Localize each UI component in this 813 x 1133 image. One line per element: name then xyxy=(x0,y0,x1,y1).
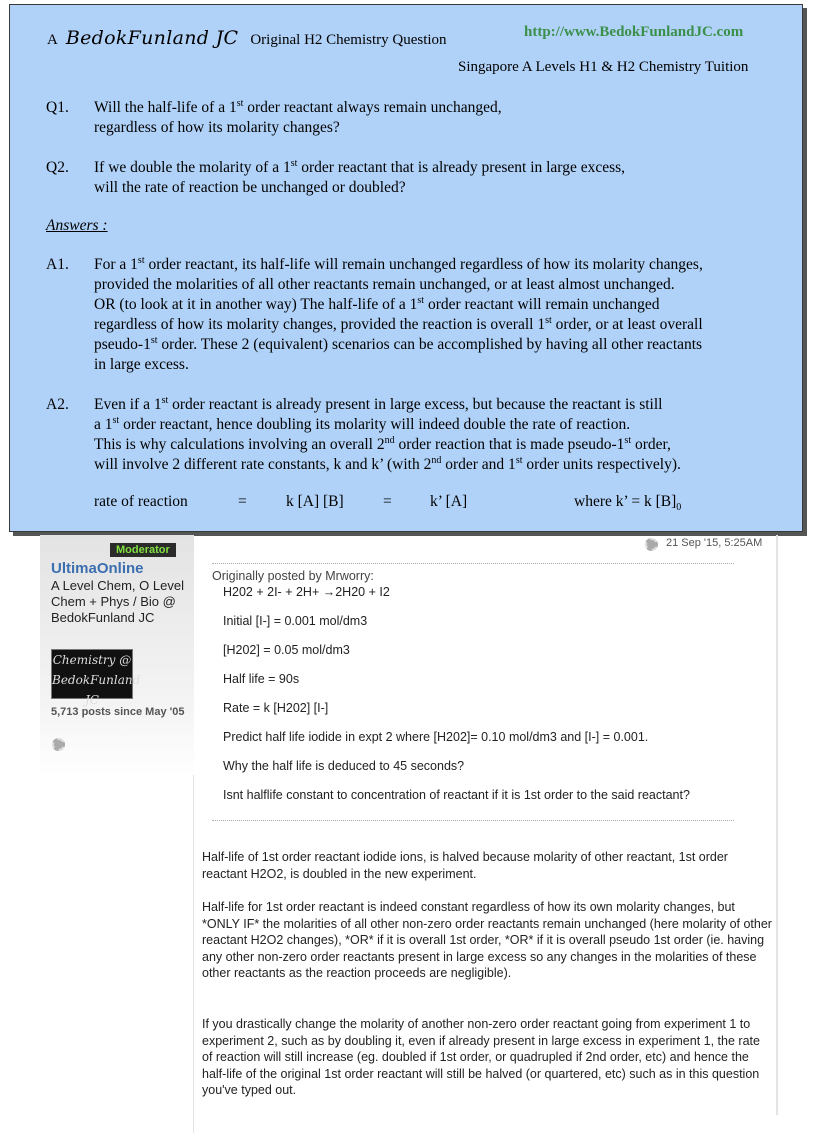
quote-line: Why the half life is deduced to 45 seconds? xyxy=(223,759,465,773)
user-info-panel xyxy=(40,535,194,775)
reply-paragraph: If you drastically change the molarity of another non-zero order reactant going from experiment 1 to experiment 2, such as by doubling it, even if already present in large excess in experiment 1, the rate of reaction will still increase (eg. doubled if 1st order, or quadrupled if 2nd order, etc) and hence the half-life of the original 1st order reactant will still be halved (or quartered, etc) such as in this question you've typed out. xyxy=(202,1017,760,1097)
a2-label: A2. xyxy=(46,396,69,413)
quote-line: H202 + 2I- + 2H+ →2H20 + I2 xyxy=(223,585,390,599)
username-link[interactable]: UltimaOnline xyxy=(51,560,144,577)
where-clause xyxy=(574,493,682,514)
post-timestamp: 21 Sep '15, 5:25AM xyxy=(666,537,763,549)
a1-line: OR (to look at it in another way) The half-life of a 1st order reactant will remain unchanged xyxy=(94,294,660,313)
q2-label: Q2. xyxy=(46,159,69,176)
divider xyxy=(212,563,734,564)
rate-expression-1: k [A] [B] xyxy=(286,493,344,510)
quote-line: Rate = k [H202] [I-] xyxy=(223,701,329,715)
divider xyxy=(212,820,734,821)
a2-line: will involve 2 different rate constants, k and k’ (with 2nd order and 1st order units respectively). xyxy=(94,454,681,473)
q2-line: will the rate of reaction be unchanged or doubled? xyxy=(94,179,406,196)
quote-line: Isnt halflife constant to concentration of reactant if it is 1st order to the said reactant? xyxy=(223,788,690,802)
post-count: 5,713 posts since May '05 xyxy=(51,706,185,718)
user-title: A Level Chem, O Level Chem + Phys / Bio @ BedokFunland JC xyxy=(51,578,184,625)
a1-line: in large excess. xyxy=(94,356,189,373)
rate-label: rate of reaction xyxy=(94,493,188,510)
reply-paragraph: Half-life for 1st order reactant is indeed constant regardless of how its own molarity changes, but *ONLY IF* the molarities of all other non-zero order reactants remain unchanged (here molarity of other reactant H2O2 changes), *OR* if it is overall 1st order, *OR* if it is overall pseudo 1st order (ie. having any other non-zero order reactants present in large excess so any changes in the molarities of these other reactants as the reaction proceeds are negligible). xyxy=(202,900,772,980)
card-header xyxy=(47,27,447,49)
header-title: Original H2 Chemistry Question xyxy=(250,32,447,48)
avatar[interactable] xyxy=(51,649,141,707)
header-prefix: A xyxy=(47,32,58,48)
site-url: http://www.BedokFunlandJC.com xyxy=(524,24,744,40)
tuition-text: Singapore A Levels H1 & H2 Chemistry Tuition xyxy=(458,59,749,75)
a1-line: For a 1st order reactant, its half-life will remain unchanged regardless of how its molarity changes, xyxy=(94,254,703,273)
where-text: where k’ = k [B] xyxy=(574,493,677,510)
answers-heading: Answers : xyxy=(46,217,108,234)
divider xyxy=(776,535,778,1115)
question-card xyxy=(9,4,803,532)
q1-line: regardless of how its molarity changes? xyxy=(94,119,340,136)
quote-attribution: Originally posted by Mrworry: xyxy=(212,569,374,583)
q2-line: If we double the molarity of a 1st order reactant that is already present in large excess, xyxy=(94,157,626,176)
q1-line: Will the half-life of a 1st order reactant always remain unchanged, xyxy=(94,97,502,116)
quote-line: [H202] = 0.05 mol/dm3 xyxy=(223,643,350,657)
rate-expression-2: k’ [A] xyxy=(430,493,468,510)
moderator-badge: Moderator xyxy=(110,543,176,557)
a1-line: pseudo-1st order. These 2 (equivalent) scenarios can be accomplished by having all other reactants xyxy=(94,334,703,353)
a2-line: This is why calculations involving an overall 2nd order reaction that is made pseudo-1st order, xyxy=(94,434,671,453)
a1-label: A1. xyxy=(46,256,69,273)
brand-logo-text: BedokFunland JC xyxy=(65,27,239,49)
a1-line: regardless of how its molarity changes, provided the reaction is overall 1st order, or at least overall xyxy=(94,314,703,333)
where-subscript: 0 xyxy=(676,502,682,514)
quote-line: Initial [I-] = 0.001 mol/dm3 xyxy=(223,614,368,628)
a2-line: Even if a 1st order reactant is already present in large excess, but because the reactant is still xyxy=(94,394,663,413)
quote-line: Predict half life iodide in expt 2 where [H202]= 0.10 mol/dm3 and [I-] = 0.001. xyxy=(223,730,649,744)
avatar-text: Chemistry @ xyxy=(52,653,132,667)
quote-line: Half life = 90s xyxy=(223,672,300,686)
forum-post xyxy=(0,535,813,1133)
a2-line: a 1st order reactant, hence doubling its molarity will indeed double the rate of reaction. xyxy=(94,414,631,433)
equals-sign: = xyxy=(238,493,247,510)
gear-icon[interactable] xyxy=(52,738,65,751)
reply-paragraph: Half-life of 1st order reactant iodide ions, is halved because molarity of other reactant, 1st order reactant H2O2, is doubled in the new experiment. xyxy=(202,850,728,881)
q1-label: Q1. xyxy=(46,99,69,116)
gear-icon[interactable] xyxy=(645,538,658,551)
a1-line: provided the molarities of all other reactants remain unchanged, or at least almost unchanged. xyxy=(94,276,675,293)
avatar-text: BedokFunland JC xyxy=(52,673,141,707)
equals-sign: = xyxy=(383,493,392,510)
